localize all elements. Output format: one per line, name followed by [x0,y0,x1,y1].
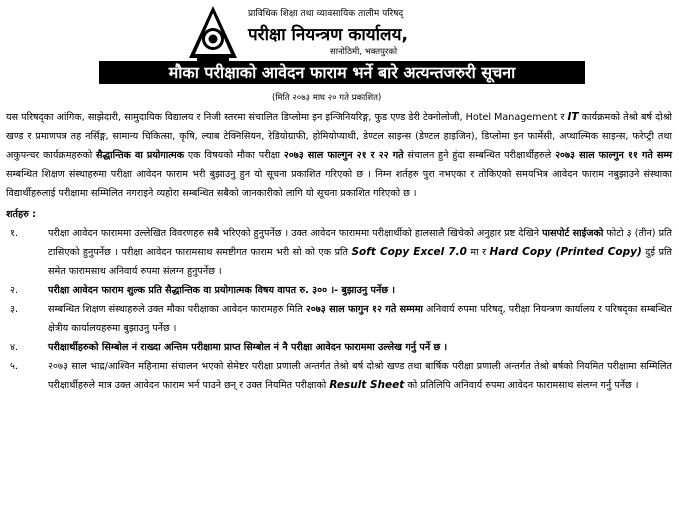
council-name: प्राविधिक शिक्षा तथा व्यावसायिक तालीम परिषद् [248,9,404,19]
intro-text-1: यस परिषद्का आंगिक, साझेदारी, सामुदायिक विद्यालय र निजी स्तरमा संचालित डिप्लोमा इन इन्जिनियरिङ्ग, फुड एण्ड डेरी टेक्नोलोजी, Hotel Management र [6,112,568,123]
condition-text [48,357,672,395]
notice-title: मौका परीक्षाको आवेदन फाराम भर्ने बारे अत्यन्तजरुरी सूचना [99,61,585,84]
condition-4-symbol: परीक्षार्थीहरुको सिम्बोल नं राख्दा अन्तिम परीक्षामा प्राप्त सिम्बोल नं नै परीक्षा आवेदन फाराममा उल्लेख गर्नु पर्ने छ । [48,342,448,353]
condition-1-text-c: मा र [466,247,490,258]
condition-number: १. [10,228,19,239]
conditions-heading: शर्तहरु : [6,209,37,220]
intro-bold-deadline: २०७३ साल फाल्गुन ११ गते सम्म [555,150,672,161]
intro-text-5: सम्बन्धित शिक्षण संस्थाहरुमा परीक्षा आवेदन फाराम भरी बुझाउनु हुन यो सूचना प्रकाशित गरिएको छ । निम्न शर्तहरु पुरा नभएका र तोकिएको समयभित्र आवेदन फाराम नबुझाउने संस्थाका विद्यार्थीहरुलाई परीक्षामा सम्मिलित नगराइने व्यहोरा सम्बन्धित सबैको जानकारीको लागि यो सूचना प्रकाशित गरिएको छ । [6,169,672,199]
condition-item-1 [6,224,672,281]
condition-1-text-a: परीक्षा आवेदन फाराममा उल्लेखित विवरणहरु सबै भरिएको हुनुपर्नेछ । उक्त आवेदन फाराममा परीक्षार्थीको हालसालै खिचेको अनुहार प्रष्ट देखिने [48,228,543,239]
condition-5-result-sheet: Result Sheet [329,379,405,391]
intro-text-2: कार्यक्रमको तेश्रो बर्ष दोश्रो खण्ड र प्रमाणपत्र तह नर्सिङ्ग, सामान्य चिकित्सा, कृषि, ल्याब टेक्निसियन, रेडियोग्राफी, होमियोप्याथी, डेण्टल साइन्स (डेण्टल हाइजिन), डिप्लोमा इन फार्मेसी, अप्थाल्मिक साइन्स, फरेप्ट्री तथा अकुपन्चर कार्यक्रमहरुको [6,112,672,161]
condition-number: ५. [10,361,19,372]
office-location: सानोठिमी, भक्तपुरको [330,47,398,57]
government-emblem-icon [187,4,239,64]
condition-item-3 [6,300,672,338]
condition-text [48,338,672,357]
condition-5-text-b: को प्रतिलिपि अनिवार्य रुपमा आवेदन फारामसाथ संलग्न गर्नु पर्नेछ । [404,380,639,391]
office-name: परीक्षा नियन्त्रण कार्यालय, [248,25,408,45]
condition-1-soft-copy: Soft Copy Excel 7.0 [351,246,467,258]
condition-item-4 [6,338,672,357]
condition-1-text-b: फोटो ३ (तीन) प्रति टासिएको हुनुपर्नेछ । परीक्षा आवेदन फारामसाथ समष्टीगत फाराम भरी सो को एक प्रति [48,228,672,258]
condition-1-hard-copy: Hard Copy (Printed Copy) [489,246,642,258]
publish-date: (मिति २०७३ माघ २० गते प्रकाशित) [272,93,382,103]
intro-text-4: संचालन हुने हुंदा सम्बन्धित परीक्षार्थीहरुले [403,150,556,161]
condition-1-text-d: दुई प्रति समेत फारामसाथ अनिवार्य रुपमा संलग्न हुनुपर्नेछ । [48,247,672,277]
condition-item-5 [6,357,672,395]
condition-text [48,300,672,338]
notice-header [0,0,679,103]
condition-3-deadline: २०७३ साल फागुन १२ गते सम्ममा [305,304,423,315]
intro-bold-subject: सैद्धान्तिक वा प्रयोगात्मक [96,150,185,161]
intro-bold-exam-date: २०७३ साल फाल्गुन २१ र २२ गते [283,150,404,161]
condition-3-text-b: अनिवार्य रुपमा परिषद्, परीक्षा नियन्त्रण कार्यालय र परिषद्का सम्बन्धित क्षेत्रीय कार्यालयहरुमा बुझाउनु पर्नेछ । [48,304,672,334]
condition-number: ३. [10,304,19,315]
condition-number: २. [10,285,19,296]
notice-body [6,108,672,395]
condition-1-bold-photo: पासपोर्ट साईजको [542,228,604,239]
condition-item-2 [6,281,672,300]
condition-text [48,224,672,281]
condition-3-text-a: सम्बन्धित शिक्षण संस्थाहरुले उक्त मौका परीक्षाका आवेदन फारामहरु मिति [48,304,306,315]
condition-text [48,281,672,300]
intro-text-3: एक विषयको मौका परीक्षा [184,150,284,161]
condition-2-fee: परीक्षा आवेदन फाराम शुल्क प्रति सैद्धान्तिक वा प्रयोगात्मक विषय वापत रु. ३०० ।- बुझाउनु पर्नेछ । [48,285,396,296]
condition-number: ४. [10,342,19,353]
condition-5-text-a: २०७३ साल भाद्र/आश्विन महिनामा संचालन भएको सेमेष्टर परीक्षा प्रणाली अन्तर्गत तेश्रो बर्ष दोश्रो खण्ड तथा बार्षिक परीक्षा प्रणाली अन्तर्गत तेश्रो बर्षको नियमित परीक्षामा सम्मिलित परीक्षार्थीहरुले मात्र उक्त आवेदन फाराम भर्न पाउने छन् र उक्त नियमित परीक्षाको [48,361,672,391]
intro-it-label: IT [567,111,579,123]
intro-paragraph [6,108,672,203]
